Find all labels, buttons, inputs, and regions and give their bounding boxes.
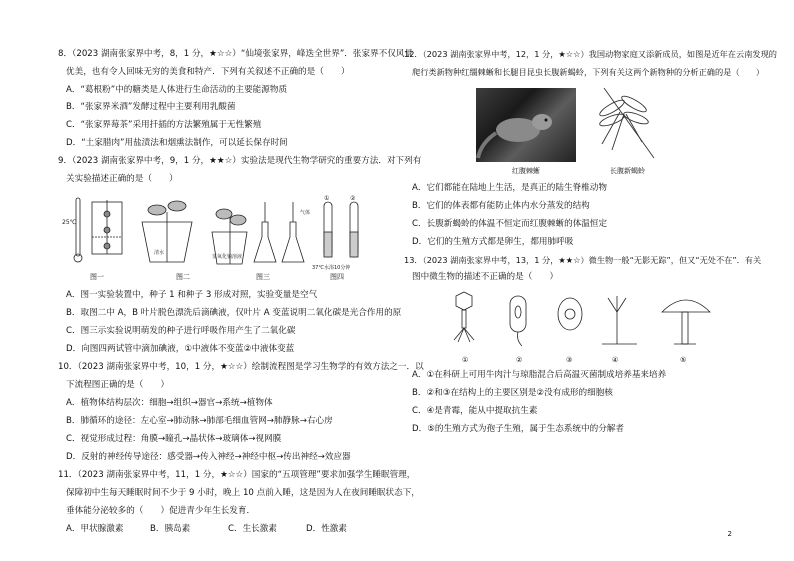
q12-option-d: D．它们的生殖方式都是卵生，都用肺呼吸 xyxy=(412,237,574,247)
q10-stem: 10．（2023 湖南张家界中考，10，1 分，★☆☆）绘制流程图是学习生物学的有效方法之一．以 xyxy=(58,362,424,372)
q8-stem-cont: 优美，也有令人回味无穷的美食和特产．下列有关叙述不正确的是（ ） xyxy=(66,67,350,77)
q13-stem: 13．（2023 湖南张家界中考，13，1 分，★★☆）微生物一般“无影无踪”，但又“无处不在”．有关 xyxy=(404,255,762,265)
q11-option-d: D．性激素 xyxy=(306,524,347,534)
figure-four-label: 图四 xyxy=(330,273,344,281)
figure-four-drawing xyxy=(324,202,358,257)
q13-option-d: D．⑤的生殖方式为孢子生殖，属于生态系统中的分解者 xyxy=(412,424,624,434)
q8-option-c: C．“张家界莓茶”采用扦插的方法繁殖属于无性繁殖 xyxy=(66,120,262,130)
label-5: ⑤ xyxy=(680,356,687,364)
soda-label: 氢氧化钠溶液 xyxy=(212,254,243,260)
q9-stem-cont: 关实验描述正确的是（ ） xyxy=(66,174,178,184)
q10-option-d: D．反射的神经传导途径：感受器→传入神经→神经中枢→传出神经→效应器 xyxy=(66,452,351,462)
q10-stem-cont: 下流程图正确的是（ ） xyxy=(66,380,170,390)
q12-stem: 12．（2023 湖南张家界中考，12，1 分，★☆☆）我国动物家庭又添新成员，如图是近年在云南发现的 xyxy=(404,49,777,59)
lizard-caption: 红腹棘蜥 xyxy=(512,167,540,175)
figure-one-label: 图一 xyxy=(90,273,104,281)
microbe-figures xyxy=(452,288,722,354)
q11-stem-cont: 保障初中生每天睡眠时间不少于 9 小时，晚上 10 点前入睡，这是因为人在夜间睡眠状态下， xyxy=(66,488,420,498)
q11-option-a: A．甲状腺激素 xyxy=(66,524,124,534)
label-2: ② xyxy=(516,356,523,364)
q8-option-b: B．“张家界米酒”发酵过程中主要利用乳酸菌 xyxy=(66,102,236,112)
q8-stem: 8．（2023 湖南张家界中考，8，1 分，★☆☆）“仙境张家界，峰迭全世界”．张家界不仅风景 xyxy=(58,49,414,59)
scorpionfly-caption: 长腹新蝎蛉 xyxy=(610,167,645,175)
q9-option-d: D．向图四两试管中滴加碘液，①中液体不变蓝②中液体变蓝 xyxy=(66,344,295,354)
tube-label-2: ② xyxy=(350,195,356,202)
q10-option-c: C．视觉形成过程：角膜→瞳孔→晶状体→玻璃体→视网膜 xyxy=(66,434,282,444)
q11-stem: 11．（2023 湖南张家界中考，11，1 分，★☆☆）国家的“五项管理”要求加强学生睡眠管理， xyxy=(58,470,416,480)
q8-option-d: D．“土家腊肉”用盐渍法和烟熏法制作，可以延长保存时间 xyxy=(66,138,288,148)
figure-three-label: 图三 xyxy=(256,273,270,281)
q13-option-b: B．②和③在结构上的主要区别是②没有成形的细胞核 xyxy=(412,388,613,398)
water-bath-label: 37℃水浴10分钟 xyxy=(312,265,351,271)
label-4: ④ xyxy=(612,356,619,364)
page-number: 2 xyxy=(727,530,732,538)
label-1: ① xyxy=(462,356,469,364)
q13-stem-cont: 图中微生物的描述不正确的是（ ） xyxy=(412,272,559,282)
q11-option-b: B．胰岛素 xyxy=(150,524,191,534)
scorpionfly-drawing xyxy=(592,84,672,166)
q13-option-c: C．④是青霉，能从中提取抗生素 xyxy=(412,406,538,416)
q11-stem-cont-2: 垂体能分泌较多的（ ）促进青少年生长发育． xyxy=(66,506,256,516)
q9-stem: 9．（2023 湖南张家界中考，9，1 分，★★☆）实验法是现代生物学研究的重要方法．对下列有 xyxy=(58,156,422,166)
q9-option-b: B．取图二中 A，B 叶片脱色漂洗后滴碘液，仅叶片 A 变蓝说明二氧化碳是光合作用的原 xyxy=(66,308,402,318)
q9-figures xyxy=(62,192,382,276)
label-3: ③ xyxy=(566,356,573,364)
q13-option-a: A．①在科研上可用牛肉汁与琼脂混合后高温灭菌制成培养基来培养 xyxy=(412,370,667,380)
lizard-drawing xyxy=(476,88,576,162)
q11-option-c: C．生长激素 xyxy=(228,524,277,534)
q12-stem-cont: 爬行类新物种红缰棘蜥和长腿目昆虫长腹新蝎蛉，下列有关这两个新物种的分析正确的是（ ） xyxy=(412,67,765,77)
water-label: 清水 xyxy=(154,250,165,256)
q12-option-b: B．它们的体表都有能防止体内水分蒸发的结构 xyxy=(412,201,590,211)
q10-option-a: A．植物体结构层次：细胞→组织→器官→系统→植物体 xyxy=(66,398,273,408)
figure-two-label: 图二 xyxy=(176,273,190,281)
q12-option-a: A．它们都能在陆地上生活，是真正的陆生脊椎动物 xyxy=(412,183,607,193)
figure-one-drawing xyxy=(74,198,122,262)
q8-option-a: A．“葛根粉”中的糖类是人体进行生命活动的主要能源物质 xyxy=(66,85,288,95)
temp-label: 25℃ xyxy=(62,219,77,226)
figure-three-drawing xyxy=(254,202,304,262)
tube-label-1: ① xyxy=(324,195,330,202)
q9-option-c: C．图三示实验说明萌发的种子进行呼吸作用产生了二氧化碳 xyxy=(66,326,296,336)
q10-option-b: B．肺循环的途径：左心室→肺动脉→肺部毛细血管网→肺静脉→右心房 xyxy=(66,416,333,426)
gas-label: 气体 xyxy=(300,210,311,216)
q9-option-a: A．图一实验装置中，种子 1 和种子 3 形成对照，实验变量是空气 xyxy=(66,290,318,300)
q12-option-c: C．长腹新蝎蛉的体温不恒定而红腹棘蜥的体温恒定 xyxy=(412,219,608,229)
